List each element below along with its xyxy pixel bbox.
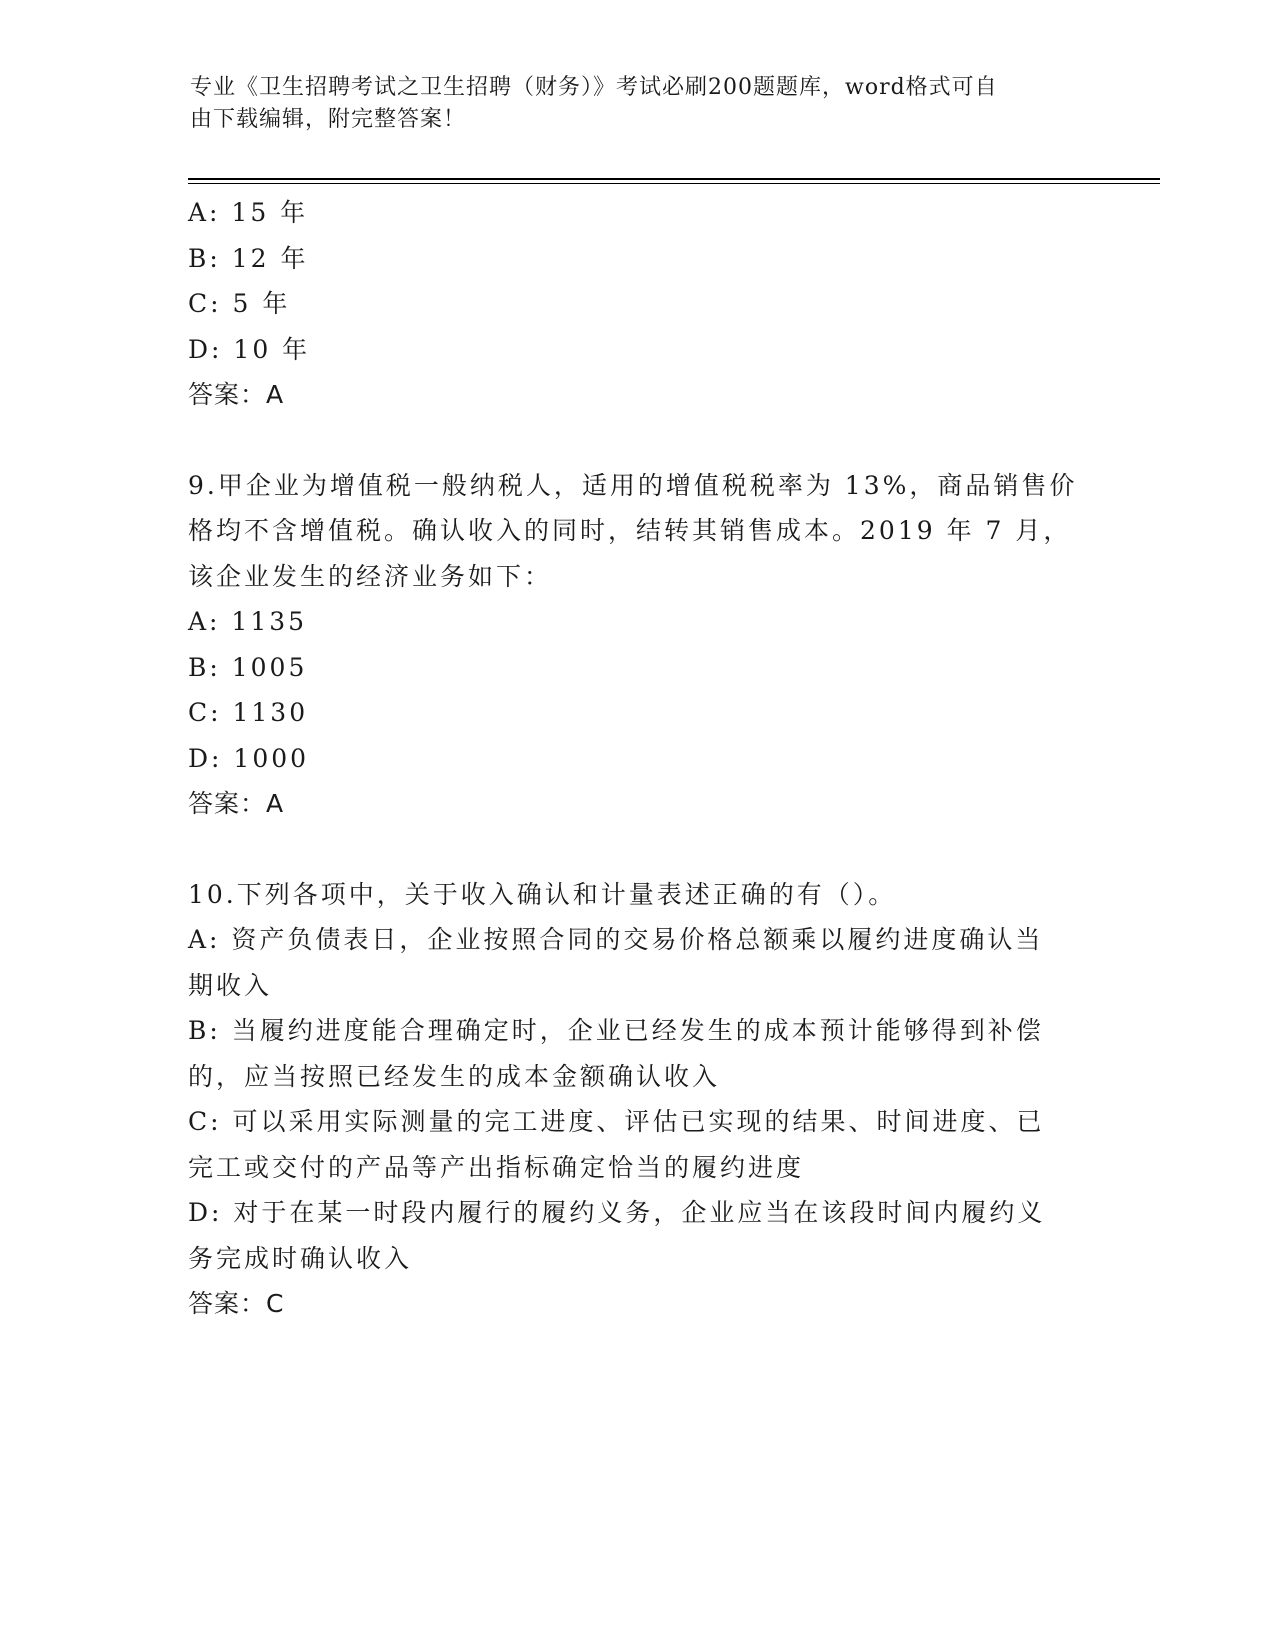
- question-stem: 10.下列各项中，关于收入确认和计量表述正确的有（）。: [188, 879, 897, 909]
- option-d-line-1: D: 对于在某一时段内履行的履约义务，企业应当在该段时间内履约义: [188, 1198, 1046, 1227]
- header-divider-thin: [188, 183, 1160, 184]
- question-stem-line-2: 格均不含增值税。确认收入的同时，结转其销售成本。2019 年 7 月，: [188, 516, 1072, 545]
- question-stem-line-1: 9.甲企业为增值税一般纳税人，适用的增值税税率为 13%，商品销售价: [188, 470, 1078, 500]
- option-a-line-2: 期收入: [188, 970, 273, 1000]
- option-b: B: 1005: [188, 652, 308, 682]
- option-c: C: 5 年: [188, 289, 291, 318]
- header-divider: [188, 178, 1160, 180]
- question-content: [188, 190, 1088, 1327]
- document-header: [190, 72, 1090, 136]
- option-b: B: 12 年: [188, 243, 309, 273]
- option-c-line-2: 完工或交付的产品等产出指标确定恰当的履约进度: [188, 1152, 805, 1182]
- question-10: [188, 872, 1088, 1327]
- question-9: [188, 463, 1088, 827]
- option-d: D: 10 年: [188, 334, 311, 364]
- header-line-1: 专业《卫生招聘考试之卫生招聘（财务）》考试必刷200题题库，word格式可自: [190, 75, 998, 100]
- option-d-line-2: 务完成时确认收入: [188, 1243, 413, 1273]
- option-c: C: 1130: [188, 698, 309, 727]
- question-stem-line-3: 该企业发生的经济业务如下：: [188, 561, 553, 591]
- answer: 答案：A: [188, 380, 285, 409]
- answer: 答案：C: [188, 1289, 285, 1318]
- option-b-line-2: 的，应当按照已经发生的成本金额确认收入: [188, 1061, 721, 1091]
- header-line-2: 由下载编辑，附完整答案！: [190, 107, 467, 132]
- question-8: [188, 190, 1088, 418]
- option-b-line-1: B: 当履约进度能合理确定时，企业已经发生的成本预计能够得到补偿: [188, 1016, 1044, 1045]
- option-c-line-1: C: 可以采用实际测量的完工进度、评估已实现的结果、时间进度、已: [188, 1107, 1045, 1136]
- option-d: D: 1000: [188, 743, 310, 773]
- answer: 答案：A: [188, 789, 285, 818]
- option-a: A: 1135: [188, 607, 308, 636]
- option-a-line-1: A: 资产负债表日，企业按照合同的交易价格总额乘以履约进度确认当: [188, 925, 1044, 954]
- option-a: A: 15 年: [188, 198, 309, 227]
